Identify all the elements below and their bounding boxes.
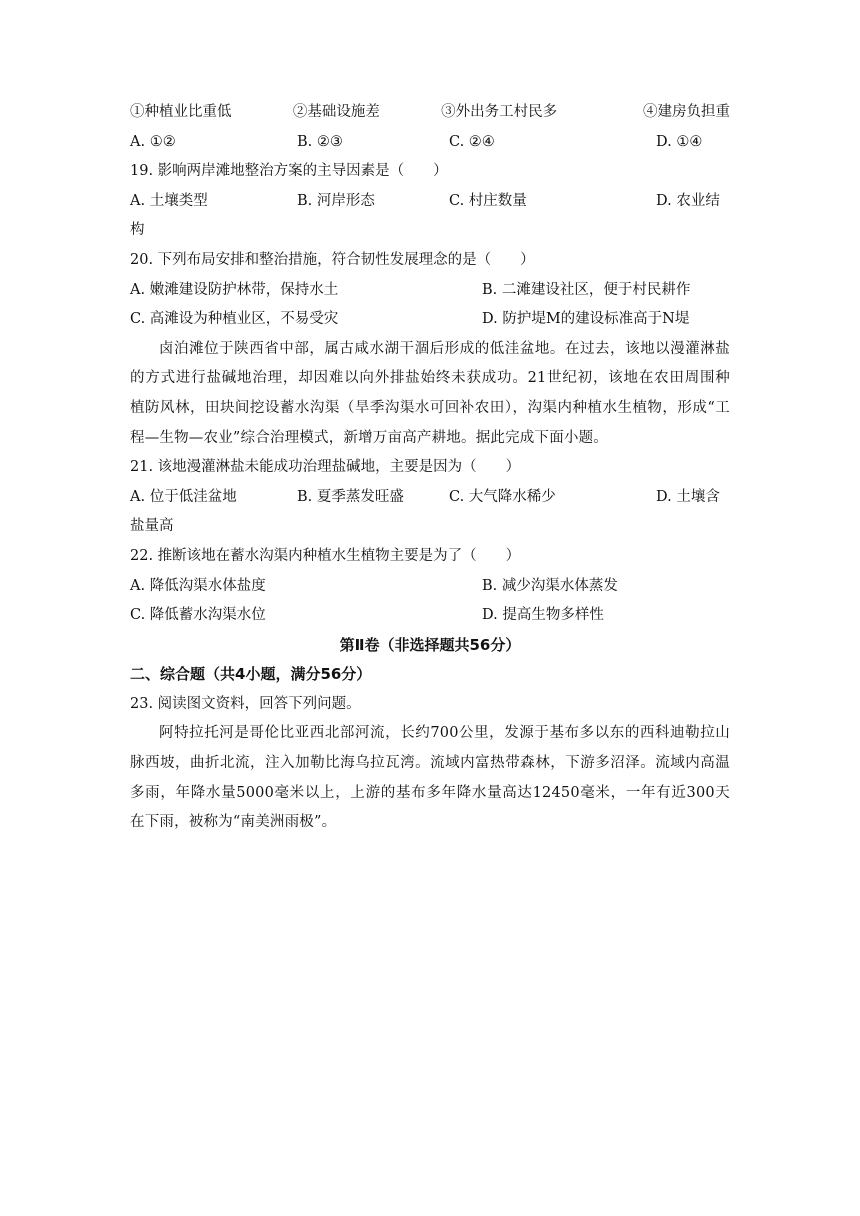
q20-stem: 20. 下列布局安排和整治措施，符合韧性发展理念的是（ ）: [130, 251, 535, 268]
passage-line: 程—生物—农业”综合治理模式，新增万亩高产耕地。据此完成下面小题。: [130, 429, 609, 446]
q18-statement-1: ①种植业比重低: [130, 104, 232, 120]
q19-choice-d[interactable]: D. 农业结: [656, 192, 720, 209]
q21-choice-row: [130, 483, 730, 513]
q19-choice-a[interactable]: A. 土壤类型: [130, 192, 208, 209]
q18-choice-a[interactable]: A. ①②: [130, 133, 176, 150]
q18-statement-row: [130, 98, 730, 128]
q20-choice-a[interactable]: A. 嫩滩建设防护林带，保持水土: [130, 281, 339, 298]
q18-statement-3: ③外出务工村民多: [441, 104, 558, 120]
q22-choice-row-2: [130, 601, 730, 631]
reading-passage-lubotan: [130, 335, 730, 453]
q19-choice-c[interactable]: C. 村庄数量: [449, 192, 527, 209]
q18-statement-4: ④建房负担重: [643, 104, 731, 120]
q20-choice-d[interactable]: D. 防护堤M的建设标准高于N堤: [482, 311, 690, 328]
q20-choice-row-2: [130, 305, 730, 335]
passage-line: 脉西坡，曲折北流，注入加勒比海乌拉瓦湾。流域内富热带森林，下游多沼泽。流域内高温: [130, 755, 730, 772]
q23-stem: 23. 阅读图文资料，回答下列问题。: [130, 695, 361, 712]
q21-choice-c[interactable]: C. 大气降水稀少: [449, 488, 556, 505]
passage-line: 的方式进行盐碱地治理，却因难以向外排盐始终未获成功。21世纪初，该地在农田周围种: [130, 370, 730, 387]
passage-line: 多雨，年降水量5000毫米以上，上游的基布多年降水量高达12450毫米，一年有近300天: [130, 784, 730, 801]
q19-choice-d-wrap: 构: [130, 222, 145, 239]
q22-choice-c[interactable]: C. 降低蓄水沟渠水位: [130, 607, 266, 624]
q22-choice-a[interactable]: A. 降低沟渠水体盐度: [130, 577, 266, 594]
passage-line: 在下雨，被称为“南美洲雨极”。: [130, 814, 337, 831]
q18-choice-b[interactable]: B. ②③: [297, 133, 343, 150]
q22-stem: 22. 推断该地在蓄水沟渠内种植水生植物主要是为了（ ）: [130, 547, 521, 564]
part-2-heading: 二、综合题（共4小题，满分56分）: [130, 665, 372, 684]
q20-choice-c[interactable]: C. 高滩设为种植业区，不易受灾: [130, 311, 339, 328]
q19-choice-row: [130, 187, 730, 217]
q21-choice-d[interactable]: D. 土壤含: [656, 488, 720, 505]
q20-choice-b[interactable]: B. 二滩建设社区，便于村民耕作: [482, 281, 691, 298]
q22-choice-d[interactable]: D. 提高生物多样性: [482, 607, 604, 624]
passage-line: 阿特拉托河是哥伦比亚西北部河流，长约700公里，发源于基布多以东的西科迪勒拉山: [159, 725, 730, 742]
q21-choice-a[interactable]: A. 位于低洼盆地: [130, 488, 237, 505]
reading-passage-atrato: [130, 719, 730, 837]
q22-choice-row-1: [130, 572, 730, 602]
q18-statement-2: ②基础设施差: [292, 104, 380, 120]
q19-stem: 19. 影响两岸滩地整治方案的主导因素是（ ）: [130, 163, 448, 180]
q19-choice-b[interactable]: B. 河岸形态: [297, 192, 375, 209]
q21-stem: 21. 该地漫灌淋盐未能成功治理盐碱地，主要是因为（ ）: [130, 459, 521, 476]
q21-choice-b[interactable]: B. 夏季蒸发旺盛: [297, 488, 404, 505]
passage-line: 卤泊滩位于陕西省中部，属古咸水湖干涸后形成的低洼盆地。在过去，该地以漫灌淋盐: [159, 340, 730, 357]
section-2-title: 第Ⅱ卷（非选择题共56分）: [339, 635, 521, 654]
exam-page: [130, 98, 730, 838]
q18-choice-row: [130, 128, 730, 158]
q18-choice-c[interactable]: C. ②④: [449, 133, 495, 150]
q21-choice-d-wrap: 盐量高: [130, 518, 174, 535]
q22-choice-b[interactable]: B. 减少沟渠水体蒸发: [482, 577, 618, 594]
q20-choice-row-1: [130, 276, 730, 306]
q18-choice-d[interactable]: D. ①④: [656, 133, 703, 150]
passage-line: 植防风林，田块间挖设蓄水沟渠（旱季沟渠水可回补农田），沟渠内种植水生植物，形成“工: [130, 399, 730, 416]
